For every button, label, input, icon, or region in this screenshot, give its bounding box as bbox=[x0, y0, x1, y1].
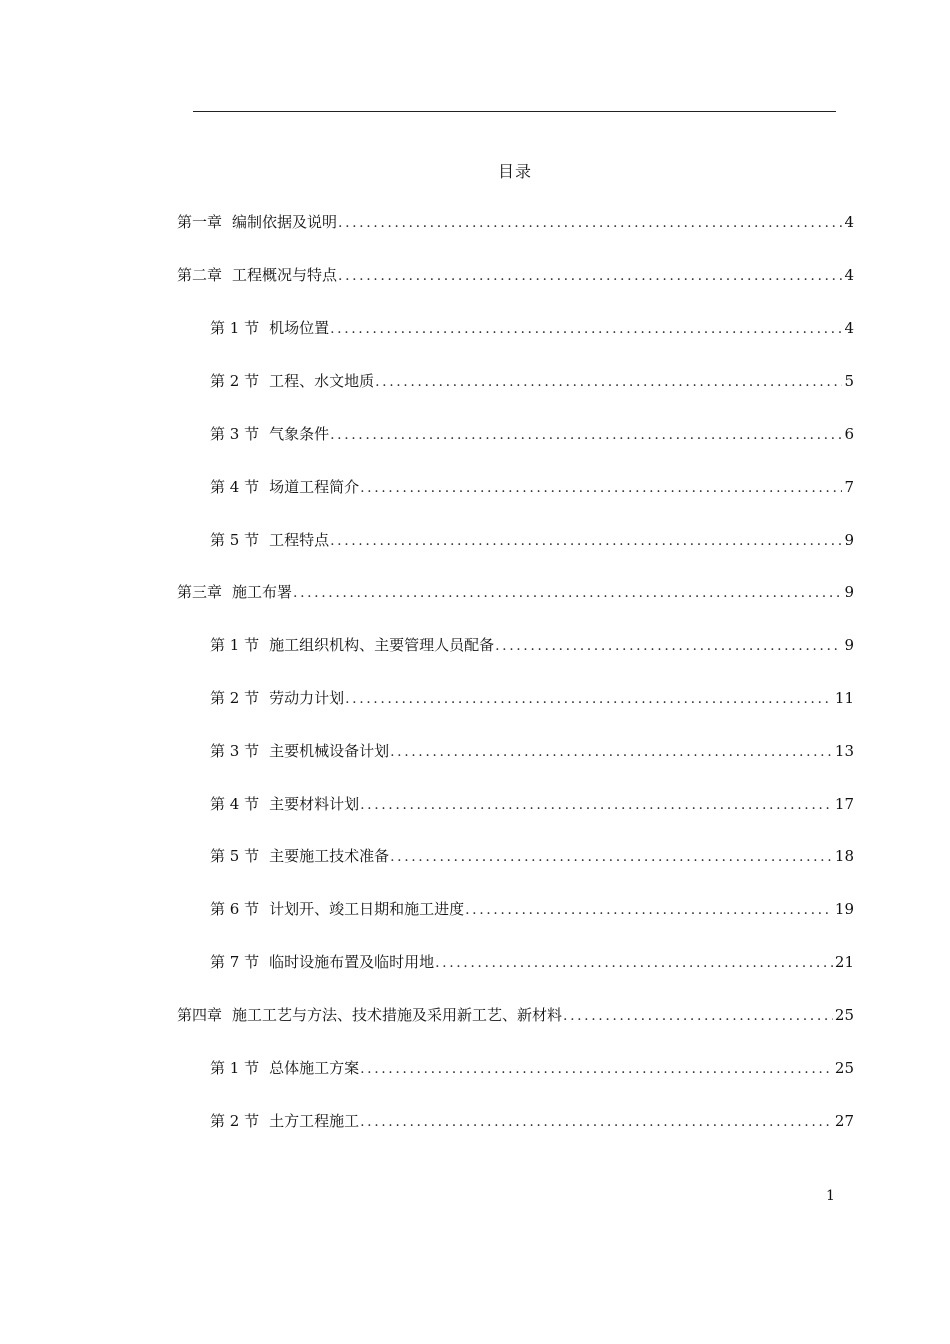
toc-entry[interactable] bbox=[210, 635, 854, 656]
toc-entry-prefix: 第二章 bbox=[177, 266, 223, 284]
toc-entry-title: 机场位置 bbox=[269, 319, 330, 337]
toc-dot-leader bbox=[330, 425, 842, 445]
toc-entry[interactable] bbox=[210, 477, 854, 498]
toc-entry-title: 主要材料计划 bbox=[269, 795, 360, 813]
toc-entry[interactable] bbox=[210, 1111, 854, 1132]
toc-dot-leader bbox=[345, 689, 833, 709]
toc-dot-leader bbox=[563, 1006, 833, 1026]
toc-entry-prefix: 第 2 节 bbox=[210, 1112, 260, 1130]
toc-dot-leader bbox=[293, 583, 842, 603]
toc-entry-page: 25 bbox=[834, 1059, 854, 1077]
toc-entry-title: 劳动力计划 bbox=[269, 689, 345, 707]
toc-entry-page: 19 bbox=[834, 900, 854, 918]
toc-entry-page: 4 bbox=[844, 213, 854, 231]
toc-entry-page: 6 bbox=[844, 425, 854, 443]
toc-entry[interactable] bbox=[210, 846, 854, 867]
toc-entry[interactable] bbox=[210, 952, 854, 973]
toc-entry-prefix: 第 6 节 bbox=[210, 900, 260, 918]
page-number: 1 bbox=[826, 1188, 835, 1204]
toc-dot-leader bbox=[435, 953, 833, 973]
toc-entry-prefix: 第 4 节 bbox=[210, 478, 260, 496]
toc-dot-leader bbox=[360, 1112, 833, 1132]
toc-entry-title: 施工工艺与方法、技术措施及采用新工艺、新材料 bbox=[232, 1006, 563, 1024]
toc-dot-leader bbox=[390, 847, 833, 867]
toc-entry-page: 4 bbox=[844, 266, 854, 284]
toc-dot-leader bbox=[360, 795, 833, 815]
toc-entry-prefix: 第 3 节 bbox=[210, 425, 260, 443]
toc-dot-leader bbox=[375, 372, 842, 392]
toc-entry-prefix: 第 2 节 bbox=[210, 372, 260, 390]
toc-entry-title: 施工布署 bbox=[232, 583, 293, 601]
toc-entry-title: 总体施工方案 bbox=[269, 1059, 360, 1077]
toc-dot-leader bbox=[360, 478, 842, 498]
toc-dot-leader bbox=[330, 319, 842, 339]
toc-entry[interactable] bbox=[210, 899, 854, 920]
toc-dot-leader bbox=[338, 213, 842, 233]
toc-entry-page: 9 bbox=[844, 636, 854, 654]
toc-entry[interactable] bbox=[210, 318, 854, 339]
toc-entry[interactable] bbox=[177, 582, 854, 603]
toc-entry-title: 工程特点 bbox=[269, 531, 330, 549]
toc-entry-title: 主要机械设备计划 bbox=[269, 742, 390, 760]
toc-entry-page: 18 bbox=[834, 847, 854, 865]
toc-entry[interactable] bbox=[210, 1058, 854, 1079]
toc-entry-prefix: 第 7 节 bbox=[210, 953, 260, 971]
toc-entry-prefix: 第 2 节 bbox=[210, 689, 260, 707]
toc-entry-prefix: 第 4 节 bbox=[210, 795, 260, 813]
toc-dot-leader bbox=[330, 531, 842, 551]
toc-entry[interactable] bbox=[177, 265, 854, 286]
toc-entry[interactable] bbox=[177, 1005, 854, 1026]
toc-entry-page: 7 bbox=[844, 478, 854, 496]
toc-entry[interactable] bbox=[210, 688, 854, 709]
toc-dot-leader bbox=[360, 1059, 833, 1079]
toc-entry-page: 4 bbox=[844, 319, 854, 337]
toc-entry-page: 11 bbox=[834, 689, 854, 707]
toc-entry-page: 13 bbox=[834, 742, 854, 760]
toc-entry-prefix: 第四章 bbox=[177, 1006, 223, 1024]
toc-entry[interactable] bbox=[210, 530, 854, 551]
toc-entry-title: 编制依据及说明 bbox=[232, 213, 338, 231]
toc-entry-title: 工程、水文地质 bbox=[269, 372, 375, 390]
toc-entry[interactable] bbox=[210, 794, 854, 815]
toc-entry-prefix: 第一章 bbox=[177, 213, 223, 231]
toc-entry-title: 工程概况与特点 bbox=[232, 266, 338, 284]
toc-title: 目录 bbox=[497, 162, 532, 181]
toc-entry-title: 气象条件 bbox=[269, 425, 330, 443]
toc-entry-prefix: 第三章 bbox=[177, 583, 223, 601]
toc-entry[interactable] bbox=[177, 212, 854, 233]
toc-entry-page: 9 bbox=[844, 531, 854, 549]
toc-dot-leader bbox=[465, 900, 833, 920]
toc-entry[interactable] bbox=[210, 371, 854, 392]
toc-entry-title: 临时设施布置及临时用地 bbox=[269, 953, 435, 971]
header-rule bbox=[193, 111, 836, 112]
toc-dot-leader bbox=[390, 742, 833, 762]
toc-entry-prefix: 第 1 节 bbox=[210, 636, 260, 654]
toc-entry-page: 25 bbox=[834, 1006, 854, 1024]
toc-entry-prefix: 第 5 节 bbox=[210, 847, 260, 865]
toc-entry-page: 21 bbox=[834, 953, 854, 971]
toc-entry-prefix: 第 5 节 bbox=[210, 531, 260, 549]
toc-dot-leader bbox=[495, 636, 842, 656]
toc-entry-title: 场道工程简介 bbox=[269, 478, 360, 496]
toc-entry-page: 5 bbox=[844, 372, 854, 390]
toc-entry-page: 27 bbox=[834, 1112, 854, 1130]
toc-entry-prefix: 第 3 节 bbox=[210, 742, 260, 760]
toc-entry-title: 土方工程施工 bbox=[269, 1112, 360, 1130]
toc-entry-title: 计划开、竣工日期和施工进度 bbox=[269, 900, 465, 918]
toc-entry-title: 主要施工技术准备 bbox=[269, 847, 390, 865]
toc-entry-prefix: 第 1 节 bbox=[210, 319, 260, 337]
toc-dot-leader bbox=[338, 266, 842, 286]
toc-entry[interactable] bbox=[210, 741, 854, 762]
toc-entry[interactable] bbox=[210, 424, 854, 445]
toc-entry-title: 施工组织机构、主要管理人员配备 bbox=[269, 636, 495, 654]
toc-entry-page: 9 bbox=[844, 583, 854, 601]
toc-entry-page: 17 bbox=[834, 795, 854, 813]
toc-entry-prefix: 第 1 节 bbox=[210, 1059, 260, 1077]
